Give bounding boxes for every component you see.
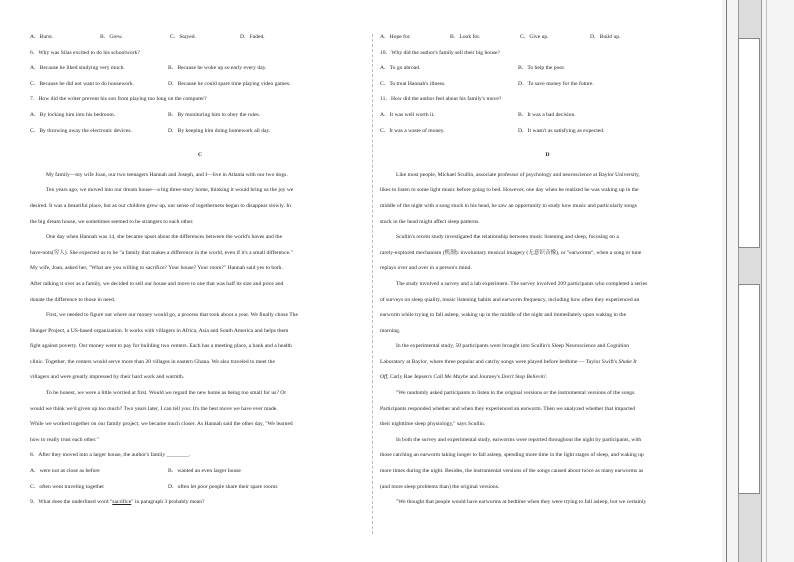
q11-options-row-2 [380,124,715,140]
q7-options-row-1 [30,108,370,124]
binding-inner-line [766,0,767,562]
passage-d-line: "We thought that people would have earworms at bedtime when they were trying to fall asleep, but we certainly [396,499,647,506]
passage-c-line: have-nots(穷人). She expected us to be "a family that makes a difference in the world, even if it's a small difference." [30,249,293,256]
q7-option-d: D．By keeping him doing homework all day. [168,127,271,134]
q5-option-d: D．Faded. [240,34,265,40]
q8-option-c: C．often went traveling together [30,483,105,490]
passage-d-line: Like most people, Michael Scullin, associate professor of psychology and neuroscience at Baylor University, [396,171,640,178]
q5-options [30,30,370,46]
binding-box-bottom [738,284,760,494]
q11-options-row-1 [380,108,715,124]
passage-d-text: Laboratory at Baylor, where three popular and catchy songs were played before bedtime — Taylor Swift's [380,358,619,365]
question-10: 10．Why did the author's family sell their big house? [380,49,501,56]
passage-c-line: Hunger Project, a US-based organization. It works with villagers in Africa, Asia and South America and helps them [30,327,289,334]
passage-c-line: would we think we'd given up too much? Two years later, I can tell you: It's the best move we have ever made. [30,405,278,412]
passage-c-line: Ten years ago, we moved into our dream house—a big three-story home, thinking it would bring us the joy we [46,187,294,194]
q5-option-b: B．Grew. [100,34,123,40]
question-7: 7．How did the writer prevent his son from playing too long on the computer? [30,96,207,103]
q7-option-a: A．By locking him into his bedroom. [30,111,116,118]
section-d-title: D [545,152,550,159]
passage-d [380,168,715,511]
passage-d-line [380,355,715,371]
q8-option-b: B．wanted an even larger house [168,468,241,475]
passage-c [30,168,370,449]
passage-c-line: To be honest, we were a little worried at first. Would we regard the new home as being too small for us? Or [46,390,287,397]
passage-d-line: morning. [380,327,401,334]
passage-c-line: clinic. Together, the centers would serve more than 20 villages in eastern Ghana. We also traveled to meet the [30,358,275,365]
passage-c-line: One day when Hannah was 14, she became upset about the differences between the world's haves and the [46,234,283,241]
passage-d-text: and Journey's [468,374,502,381]
passage-c-line: After talking it over as a family, we decided to sell our house and move to one that was half its size and price and [30,280,284,287]
q8-options-row-2 [30,480,370,496]
q9-option-c: C．Give up. [520,34,549,40]
q10-option-b: B．To help the poor. [518,65,566,72]
binding-edge-line [726,0,727,562]
binding-box-top [738,38,760,248]
passage-d-line: more times during the night. Besides, the instrumental versions of the songs caused about twice as many earworms as [380,468,644,475]
passage-c-line: the big dream house, we sometimes seemed to be strangers to each other. [30,218,194,225]
q10-option-c: C．To treat Hannah's illness. [380,80,446,87]
q6-option-a: A．Because he liked studying very much. [30,65,125,72]
q9-options [380,30,715,46]
passage-d-text: , Carly Rae Jepsen's [387,374,434,381]
q9-option-b: B．Look for. [450,34,481,40]
question-9 [30,495,370,511]
q8-option-d: D．often let poor people share their spare rooms [168,483,278,490]
passage-d-line: Scullin's recent study investigated the relationship between music listening and sleep, focusing on a [396,234,619,241]
question-6: 6．Why was Silas excited to do his schoolwork? [30,49,140,56]
passage-d-line: (and more sleep problems than) the original versions. [380,483,500,490]
q9-text-before: 9．What does the underlined word " [30,499,113,506]
passage-d-line: In both the survey and experimental study, earworms were reported throughout the night by participants, with [396,436,642,443]
q5-option-a: A．Burst. [30,34,54,40]
passage-d-line: Participants responded whether and when they experienced an earworm. Then we analyzed whether that impacted [380,405,636,412]
q11-option-d: D．It wasn't as satisfying as expected. [518,127,605,134]
song-title: Don't Stop Believin' [501,374,546,381]
q5-option-c: C．Stayed. [170,34,196,40]
question-11: 11．How did the author feel about his family's move? [380,96,502,103]
passage-d-line: likes to listen to some light music before going to bed. However, one day when he realized he was waking up in the [380,187,639,194]
passage-d-line: their nighttime sleep physiology," says Scullin. [380,421,486,428]
q7-options-row-2 [30,124,370,140]
song-title: Off [380,374,388,381]
right-column [380,30,715,511]
q10-options-row-1 [380,61,715,77]
passage-d-line: The study involved a survey and a lab experiment. The survey involved 209 participants who completed a series [396,280,648,287]
q11-option-a: A．It was well worth it. [380,111,435,118]
passage-d-line: replays over and over in a person's mind. [380,265,472,272]
q9-underlined-word: sacrifice [112,499,132,506]
passage-c-line: My wife, Joan, asked her, "What are you willing to sacrifice? Your house? Your room?" Hannah said yes to both. [30,265,283,272]
passage-c-line: desired. It was a beautiful place, but as our children grew up, our sense of togetherness began to disappear slowly. In [30,202,291,209]
q9-text-after: " in paragraph 3 probably mean? [131,499,205,506]
q11-option-b: B．It was a bad decision. [518,111,576,118]
q6-option-d: D．Because he could spare time playing video games. [168,80,291,87]
section-c-title: C [197,152,203,159]
q10-options-row-2 [380,77,715,93]
q9-option-d: D．Build up. [590,34,621,40]
q7-option-c: C．By throwing away the electronic devices. [30,127,132,134]
q8-options-row-1 [30,464,370,480]
passage-d-line: rarely-explored mechanism (机制): involuntary musical imagery (无意识音像), or "earworms", when a song or tune [380,249,642,256]
passage-d-line: middle of the night with a song stuck in his head, he saw an opportunity to study how music and particularly songs [380,202,637,209]
q6-options-row-2 [30,77,370,93]
q6-option-b: B．Because he woke up so early every day. [168,65,267,72]
q10-option-d: D．To save money for the future. [518,80,594,87]
passage-d-line: of surveys on sleep quality, music listening habits and earworm frequency, including how often they experienced an [380,296,640,303]
q7-option-b: B．By monitoring him to obey the rules. [168,111,261,118]
passage-c-line: how to really trust each other." [30,436,99,443]
q6-options-row-1 [30,61,370,77]
song-title: Call Me Maybe [433,374,469,381]
left-column [30,30,370,511]
binding-margin [722,0,794,562]
q8-option-a: A．were not as close as before [30,468,100,475]
q11-option-c: C．It was a waste of money. [380,127,445,134]
passage-d-line: stuck in the head might affect sleep patterns. [380,218,480,225]
song-title: Shake It [618,358,637,365]
passage-d-line: earworm while trying to fall asleep, waking up in the middle of the night and immediately upon waking in the [380,312,627,319]
passage-d-line: those catching an earworm taking longer to fall asleep, spending more time in the light stages of sleep, and waking up [380,452,644,459]
q6-option-c: C．Because he did not want to do housework. [30,80,135,87]
q10-option-a: A．To go abroad. [380,65,421,72]
passage-d-line: "We randomly asked participants to listen to the original versions or the instrumental versions of the songs. [396,390,636,397]
passage-d-line [380,370,715,386]
column-divider [372,34,373,534]
passage-c-line: donate the difference to those in need. [30,296,116,303]
question-8: 8．After they moved into a larger house, the author's family ________. [30,452,191,459]
passage-c-line: fight against poverty. Our money went to pay for building two centers. Each has a meeting place, a bank and a health [30,343,292,350]
passage-d-line: In the experimental study, 50 participants were brought into Scullin's Sleep Neuroscience and Cognition [396,343,630,350]
passage-c-line: First, we needed to figure out where our money would go, a process that took about a year. We finally chose The [46,312,298,319]
passage-c-line: My family—my wife Joan, our two teenagers Hannah and Joseph, and I—live in Atlanta with our two dogs. [46,171,288,178]
passage-c-line: villagers and were greatly impressed by their hard work and warmth. [30,374,185,381]
passage-c-line: While we worked together on our family project, we became much closer. As Hannah said the other day, "We learned [30,421,293,428]
passage-d-text: . [546,374,548,381]
q9-option-a: A．Hope for. [380,34,411,40]
